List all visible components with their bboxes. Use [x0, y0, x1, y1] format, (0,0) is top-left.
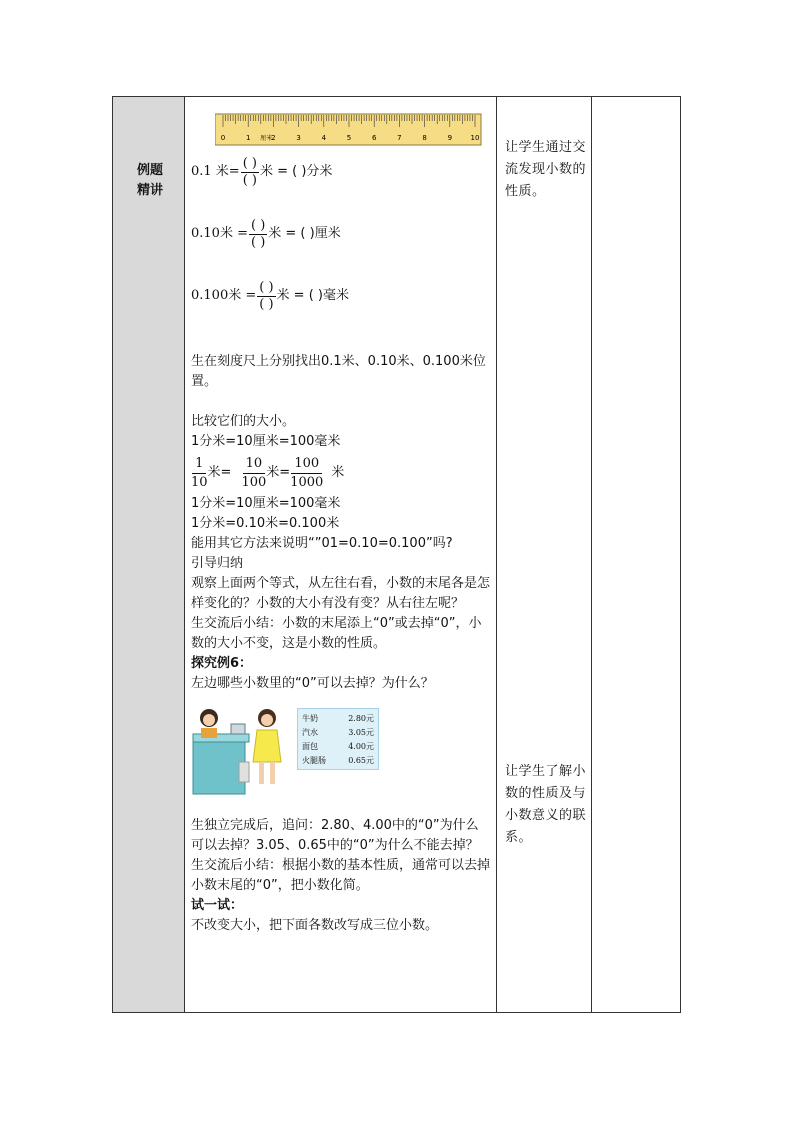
fraction-denominator: 1000 [290, 474, 324, 490]
fraction-denominator: ( ) [242, 172, 257, 188]
paragraph-observe: 观察上面两个等式，从左往右看，小数的末尾各是怎样变化的？小数的大小有没有变？从右往左呢？ [191, 576, 491, 611]
fraction-numerator: 10 [243, 455, 266, 474]
section-label-line1: 例题 [137, 163, 164, 178]
ruler-illustration [215, 113, 485, 146]
ruler-tick-label: 9 [447, 134, 453, 142]
fraction-sep: 米= [207, 465, 232, 480]
fraction-line-3 [191, 276, 491, 316]
price-item-name: 火腿肠 [302, 756, 326, 765]
paragraph-question: 能用其它方法来说明“”01=0.10=0.100”吗? [191, 536, 453, 551]
ruler-tick-label: 5 [346, 134, 352, 142]
paragraph-summary-1: 生交流后小结：小数的末尾添上“0”或去掉“0”，小数的大小不变，这是小数的性质。 [191, 616, 482, 651]
fraction-numerator: 100 [291, 455, 322, 474]
fraction [241, 455, 266, 492]
ruler-tick-label: 0 [220, 134, 226, 142]
teaching-note-1: 让学生通过交流发现小数的性质。 [505, 140, 587, 199]
heading-try-it: 试一试： [191, 898, 244, 913]
fraction [290, 455, 323, 492]
price-item-name: 牛奶 [302, 714, 318, 723]
fraction-sep: 米 [331, 465, 345, 480]
fraction-left: 0.10米 = [191, 226, 248, 241]
section-label-line2: 精讲 [137, 183, 164, 198]
heading-example-6: 探究例6： [191, 656, 253, 671]
ruler-tick-label: 4 [321, 134, 327, 142]
ruler-tick-label: 6 [371, 134, 377, 142]
table-row [113, 97, 681, 1013]
section-label [113, 161, 184, 201]
list-item [302, 740, 374, 754]
fraction-denominator: 10 [191, 474, 208, 490]
price-item-value: 3.05元 [348, 728, 374, 737]
price-item-name: 汽水 [302, 728, 318, 737]
empty-cell [592, 97, 681, 1013]
fraction-line-2 [191, 214, 491, 254]
price-item-name: 面包 [302, 742, 318, 751]
fraction-numerator: 1 [192, 455, 206, 474]
paragraph-which-zeros: 左边哪些小数里的“0”可以去掉？为什么？ [191, 676, 434, 691]
ruler-tick-label: 7 [397, 134, 402, 142]
paragraph-guide: 引导归纳 [191, 556, 244, 571]
paragraph-compare: 比较它们的大小。 [191, 414, 296, 429]
shop-scene-image [191, 698, 291, 798]
ruler-tick-label: 2 [271, 134, 276, 142]
fraction [241, 156, 259, 189]
equation-units-1: 1分米=10厘米=100毫米 [191, 434, 341, 449]
lesson-table [112, 96, 681, 1013]
paragraph-follow-up: 生独立完成后，追问：2.80、4.00中的“0”为什么可以去掉？3.05、0.65中的“0”为什么不能去掉？ [191, 818, 479, 853]
fraction-line-1 [191, 152, 491, 192]
fraction-numerator: ( ) [250, 217, 266, 233]
fraction [257, 280, 275, 313]
equation-units-2: 1分米=10厘米=100毫米 [191, 496, 341, 511]
content-cell [185, 97, 497, 1013]
ruler-tick-label: 8 [422, 134, 427, 142]
fraction-numerator: ( ) [242, 155, 257, 171]
fraction-left: 0.100米 = [191, 288, 257, 303]
fraction-denominator: ( ) [250, 234, 266, 250]
fraction-right: 米 = ( )毫米 [276, 288, 349, 303]
paragraph-exercise: 不改变大小，把下面各数改写成三位小数。 [191, 918, 439, 933]
list-item [302, 712, 374, 726]
price-list [297, 708, 379, 770]
fraction-numerator: ( ) [259, 279, 274, 295]
fraction-denominator: ( ) [259, 296, 274, 312]
ruler-tick-label: 1 [245, 134, 251, 142]
shop-illustration [191, 698, 491, 798]
fraction-left: 0.1 米= [191, 164, 240, 179]
ruler-svg [215, 113, 485, 146]
list-item [302, 726, 374, 740]
ruler-tick-label: 10 [470, 134, 480, 142]
fraction-sep: 米= [266, 465, 291, 480]
fraction-denominator: 100 [241, 474, 267, 490]
ruler-tick-label: 3 [296, 134, 301, 142]
list-item [302, 754, 374, 768]
paragraph-summary-2: 生交流后小结：根据小数的基本性质，通常可以去掉小数末尾的“0”，把小数化简。 [191, 858, 491, 893]
section-label-cell [113, 97, 185, 1013]
teaching-note-2: 让学生了解小数的性质及与小数意义的联系。 [505, 764, 587, 845]
fraction [249, 218, 267, 251]
ruler-unit-label: 厘米 [260, 135, 273, 142]
notes-cell [497, 97, 592, 1013]
fraction-equation [191, 452, 491, 494]
fraction [191, 455, 208, 492]
fraction-right: 米 = ( )厘米 [268, 226, 341, 241]
paragraph-find-positions: 生在刻度尺上分别找出0.1米、0.10米、0.100米位置。 [191, 354, 486, 389]
price-item-value: 2.80元 [348, 714, 374, 723]
fraction-right: 米 = ( )分米 [259, 164, 333, 179]
equation-units-3: 1分米=0.10米=0.100米 [191, 516, 340, 531]
price-item-value: 0.65元 [348, 756, 374, 765]
price-item-value: 4.00元 [348, 742, 374, 751]
